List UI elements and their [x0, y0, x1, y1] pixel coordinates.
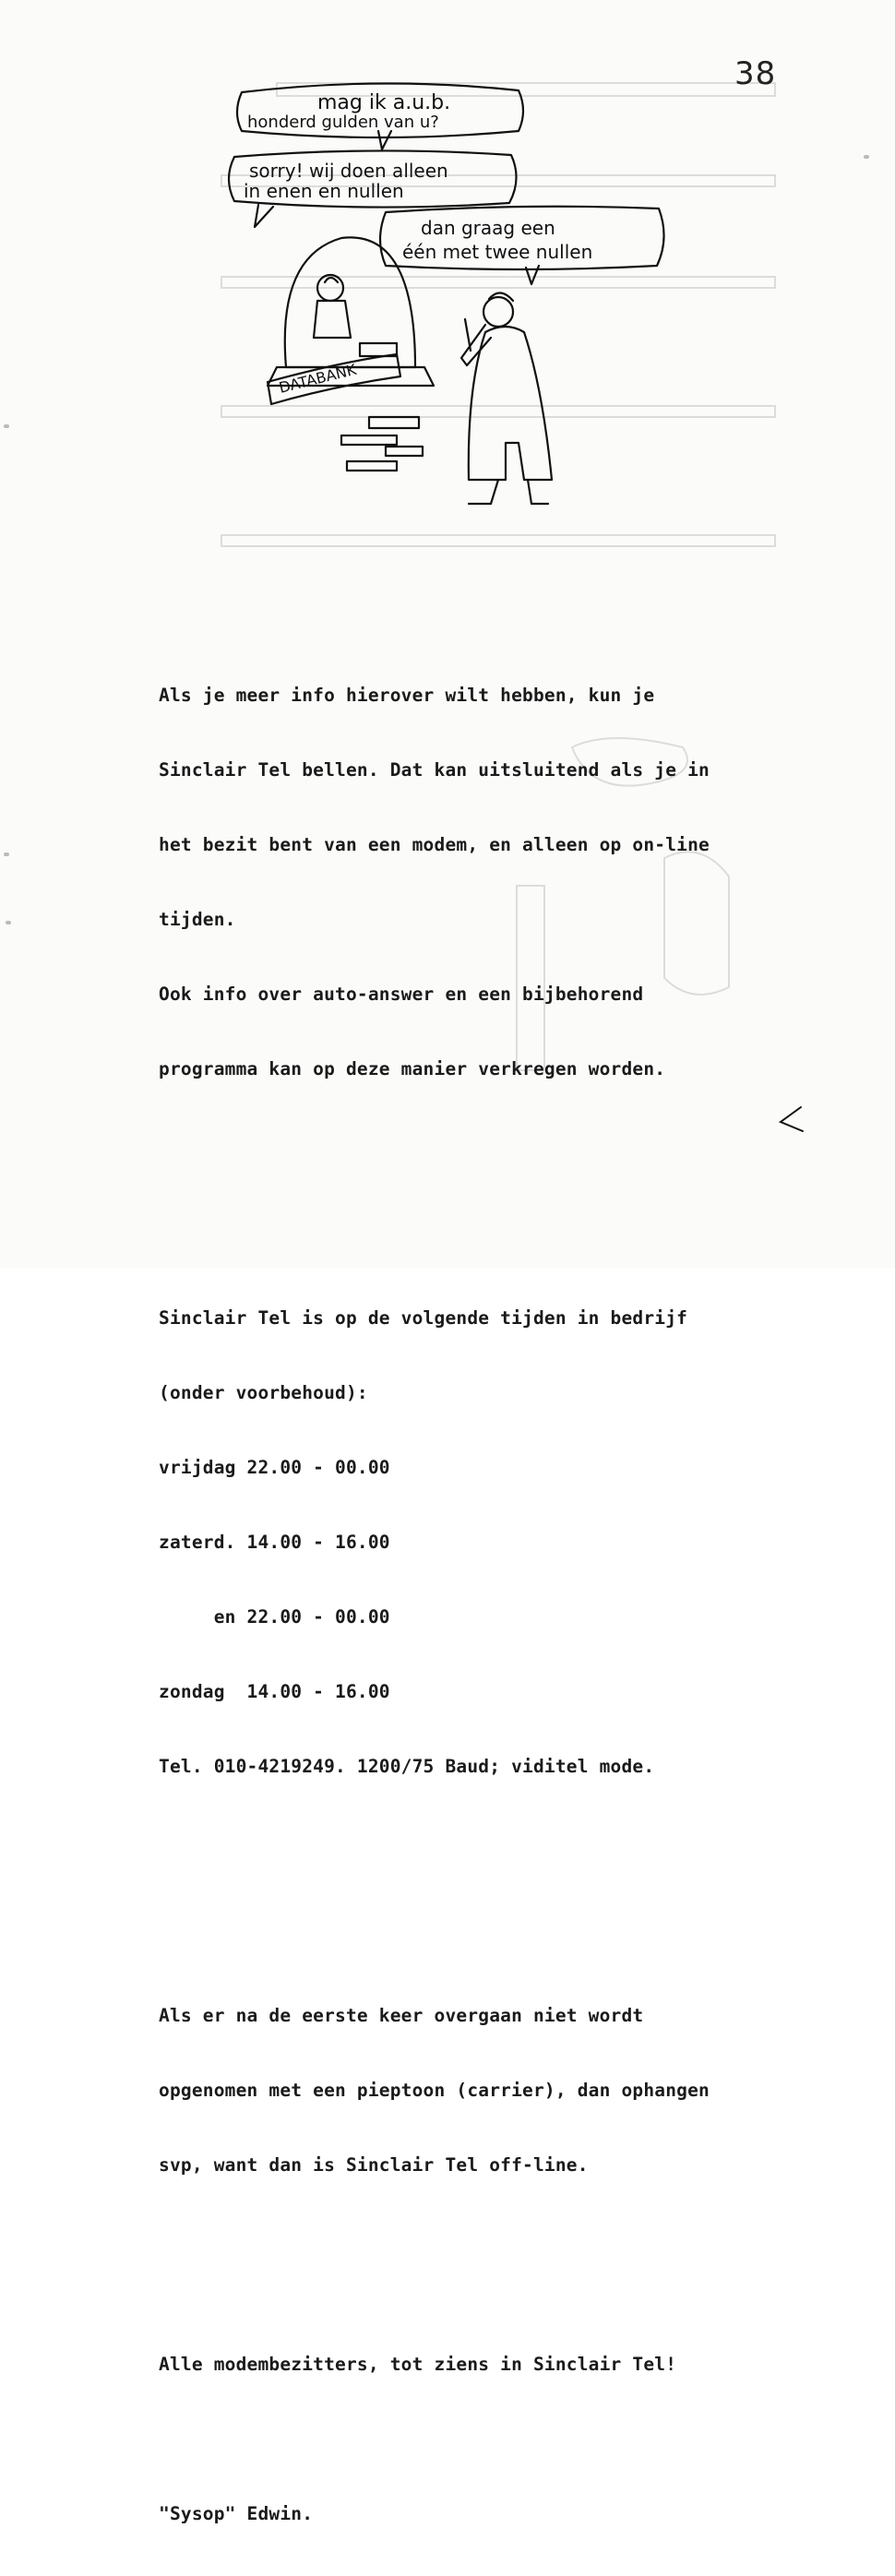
telephone-line: Tel. 010-4219249. 1200/75 Baud; viditel mode.	[159, 1756, 655, 1777]
text-line: (onder voorbehoud):	[159, 1382, 368, 1403]
schedule-line: zaterd. 14.00 - 16.00	[159, 1532, 390, 1553]
text-line: tijden.	[159, 909, 236, 930]
schedule-paragraph	[159, 1256, 823, 1829]
schedule-line: en 22.00 - 00.00	[159, 1606, 390, 1628]
schedule-line: zondag 14.00 - 16.00	[159, 1681, 390, 1702]
carrier-paragraph	[159, 1953, 823, 2227]
main-text	[159, 583, 823, 2576]
man-head	[483, 297, 513, 327]
punch-mark	[6, 921, 11, 924]
bubble1-line1: mag ik a.u.b.	[317, 91, 451, 114]
text-line: Als je meer info hierover wilt hebben, kun je	[159, 685, 655, 706]
intro-paragraph	[159, 633, 823, 1131]
closing-line: Alle modembezitters, tot ziens in Sinclair Tel!	[159, 2354, 677, 2375]
man-coat	[469, 327, 552, 480]
databank-sign-text: DATABANK	[277, 360, 359, 397]
text-line: het bezit bent van een modem, en alleen op on-line	[159, 834, 710, 855]
text-line: programma kan op deze manier verkregen worden.	[159, 1058, 666, 1079]
punch-mark	[4, 853, 9, 856]
page-number: 38	[734, 55, 777, 92]
text-line: Sinclair Tel is op de volgende tijden in bedrijf	[159, 1307, 688, 1329]
bubble2-line2: in enen en nullen	[244, 180, 404, 202]
bubble3-line1: dan graag een	[421, 217, 555, 239]
text-line: Sinclair Tel bellen. Dat kan uitsluitend als je in	[159, 759, 710, 781]
schedule-line: vrijdag 22.00 - 00.00	[159, 1457, 390, 1478]
databank-cartoon	[221, 74, 683, 507]
bubble3-line2: één met twee nullen	[402, 241, 593, 263]
text-line: svp, want dan is Sinclair Tel off-line.	[159, 2154, 589, 2176]
punch-mark	[4, 424, 9, 428]
text-line: Als er na de eerste keer overgaan niet wordt	[159, 2005, 644, 2026]
punch-mark	[864, 155, 869, 159]
text-line: Ook info over auto-answer en een bijbehorend	[159, 984, 644, 1005]
handwritten-mark	[777, 1103, 805, 1135]
databank-dome	[285, 237, 415, 367]
signature: "Sysop" Edwin.	[159, 2503, 314, 2524]
bubble2-line1: sorry! wij doen alleen	[249, 160, 448, 182]
bubble1-line2: honderd gulden van u?	[247, 113, 439, 132]
text-line: opgenomen met een pieptoon (carrier), dan ophangen	[159, 2080, 710, 2101]
